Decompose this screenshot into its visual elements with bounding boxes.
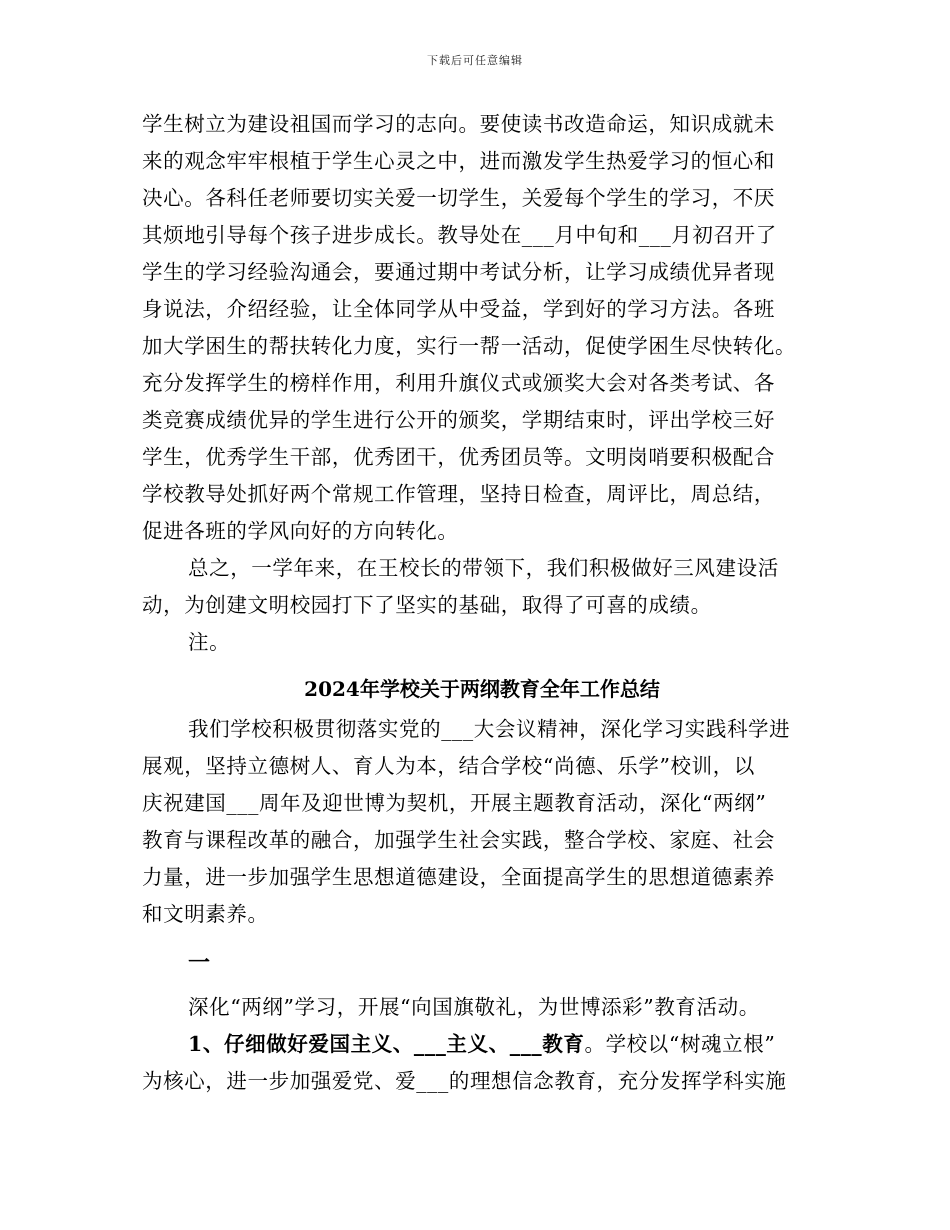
text-line: 学生的学习经验沟通会，要通过期中考试分析，让学习成绩优异者现 bbox=[142, 260, 775, 284]
section-number: 一 bbox=[188, 950, 211, 976]
text-line: 类竞赛成绩优异的学生进行公开的颁奖，学期结束时，评出学校三好 bbox=[142, 408, 775, 432]
text-line: 庆祝建国___周年及迎世博为契机，开展主题教育活动，深化“两纲” bbox=[142, 791, 767, 815]
paragraph-intro bbox=[142, 711, 822, 933]
text-line: 展观，坚持立德树人、育人为本，结合学校“尚德、乐学”校训，以 bbox=[142, 754, 755, 778]
text-line: 身说法，介绍经验，让全体同学从中受益，学到好的学习方法。各班 bbox=[142, 297, 775, 321]
list-item bbox=[142, 1026, 822, 1100]
text-line: 其烦地引导每个孩子进步成长。教导处在___月中旬和___月初召开了 bbox=[142, 223, 777, 247]
text-line: 教育与课程改革的融合，加强学生社会实践，整合学校、家庭、社会 bbox=[142, 828, 775, 852]
note-text: 注。 bbox=[188, 630, 231, 654]
text-line: 我们学校积极贯彻落实党的___大会议精神，深化学习实践科学进 bbox=[188, 717, 791, 741]
text-line: 加大学困生的帮扶转化力度，实行一帮一活动，促使学困生尽快转化。 bbox=[142, 334, 797, 358]
text-line: 学生树立为建设祖国而学习的志向。要使读书改造命运，知识成就未 bbox=[142, 112, 775, 136]
paragraph-summary bbox=[142, 550, 822, 624]
text-line: 来的观念牢牢根植于学生心灵之中，进而激发学生热爱学习的恒心和 bbox=[142, 149, 775, 173]
item-text: 。学校以“树魂立根” bbox=[584, 1032, 776, 1056]
text-line: 动，为创建文明校园打下了坚实的基础，取得了可喜的成绩。 bbox=[142, 593, 712, 617]
page-header: 下载后可任意编辑 bbox=[427, 54, 523, 67]
text-line bbox=[142, 1026, 822, 1063]
item-heading: 1、仔细做好爱国主义、___主义、___教育 bbox=[188, 1032, 585, 1056]
text-line: 为核心，进一步加强爱党、爱___的理想信念教育，充分发挥学科实施 bbox=[142, 1069, 787, 1093]
section-lead: 深化“两纲”学习，开展“向国旗敬礼，为世博添彩”教育活动。 bbox=[188, 995, 760, 1019]
text-line: 学校教导处抓好两个常规工作管理，坚持日检查，周评比，周总结， bbox=[142, 482, 775, 506]
paragraph-continuation bbox=[142, 106, 822, 550]
text-line: 充分发挥学生的榜样作用，利用升旗仪式或颁奖大会对各类考试、各 bbox=[142, 371, 775, 395]
text-line: 总之，一学年来，在王校长的带领下，我们积极做好三风建设活 bbox=[188, 556, 779, 580]
text-line: 力量，进一步加强学生思想道德建设，全面提高学生的思想道德素养 bbox=[142, 865, 775, 889]
text-line: 和文明素养。 bbox=[142, 902, 269, 926]
text-line: 决心。各科任老师要切实关爱一切学生，关爱每个学生的学习，不厌 bbox=[142, 186, 775, 210]
document-body bbox=[142, 106, 822, 1100]
text-line: 学生，优秀学生干部，优秀团干，优秀团员等。文明岗哨要积极配合 bbox=[142, 445, 775, 469]
document-title: 2024年学校关于两纲教育全年工作总结 bbox=[304, 677, 660, 701]
text-line: 促进各班的学风向好的方向转化。 bbox=[142, 519, 459, 543]
